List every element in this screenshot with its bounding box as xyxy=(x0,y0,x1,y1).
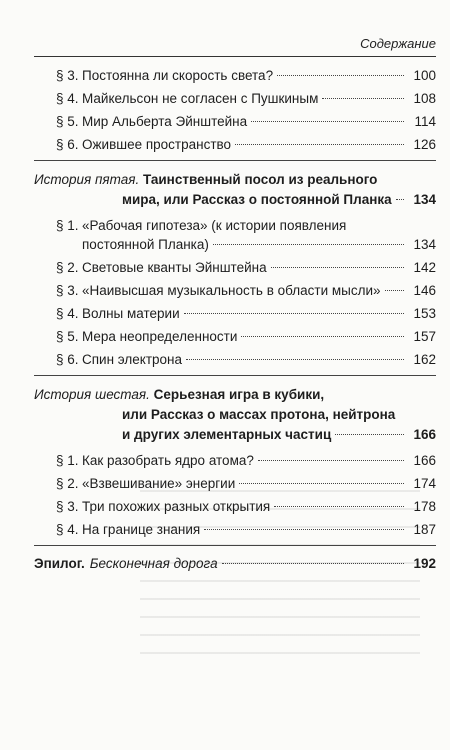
toc-entry[interactable] xyxy=(34,497,436,516)
section-number: § 6. xyxy=(56,352,79,367)
dot-leader xyxy=(184,313,404,314)
toc-entry[interactable] xyxy=(34,135,436,154)
section-divider xyxy=(34,160,436,161)
running-head: Содержание xyxy=(360,36,436,51)
chapter-label: История пятая. xyxy=(34,172,140,187)
toc-entry[interactable] xyxy=(34,474,436,493)
page-number: 162 xyxy=(413,352,436,367)
section-title: «Взвешивание» энергии xyxy=(82,476,236,491)
dot-leader xyxy=(271,267,404,268)
chapter-label: История шестая. xyxy=(34,387,150,402)
chapter-title-line: Таинственный посол из реального xyxy=(142,172,378,187)
dot-leader xyxy=(222,563,404,564)
page-number: 146 xyxy=(413,283,436,298)
page-number: 178 xyxy=(413,499,436,514)
dot-leader xyxy=(186,359,404,360)
section-number: § 3. xyxy=(56,499,79,514)
toc-entry[interactable] xyxy=(34,520,436,539)
section-title: Мир Альберта Эйнштейна xyxy=(82,114,248,129)
toc-entry[interactable] xyxy=(34,66,436,85)
section-number: § 3. xyxy=(56,283,79,298)
dot-leader xyxy=(274,506,404,507)
epilog-entry[interactable] xyxy=(34,554,436,574)
dot-leader xyxy=(213,244,404,245)
section-number: § 4. xyxy=(56,306,79,321)
dot-leader xyxy=(385,290,404,291)
toc-entry[interactable] xyxy=(34,89,436,108)
toc-entry[interactable] xyxy=(34,216,436,254)
section-title: Как разобрать ядро атома? xyxy=(82,453,254,468)
section-number: § 2. xyxy=(56,476,79,491)
section-title: Три похожих разных открытия xyxy=(82,499,271,514)
section-title: Постоянна ли скорость света? xyxy=(82,68,274,83)
toc-entry[interactable] xyxy=(34,258,436,277)
section-number: § 4. xyxy=(56,522,79,537)
toc-entry[interactable] xyxy=(34,350,436,369)
section-title: Мера неопределенности xyxy=(82,329,238,344)
section-title: Ожившее пространство xyxy=(82,137,232,152)
section-divider xyxy=(34,375,436,376)
section-title: Спин электрона xyxy=(82,352,183,367)
section-number: § 5. xyxy=(56,329,79,344)
page-number: 126 xyxy=(413,137,436,152)
dot-leader xyxy=(277,75,404,76)
section-title: Майкельсон не согласен с Пушкиным xyxy=(82,91,319,106)
page-number: 166 xyxy=(413,427,436,442)
chapter-5-heading[interactable] xyxy=(34,170,436,210)
section-title: «Рабочая гипотеза» (к истории появления xyxy=(82,218,347,233)
epilog-title: Бесконечная дорога xyxy=(89,556,218,571)
section-number: § 2. xyxy=(56,260,79,275)
toc-entry[interactable] xyxy=(34,281,436,300)
page-number: 134 xyxy=(413,192,436,207)
section-title: Световые кванты Эйнштейна xyxy=(82,260,267,275)
section-number: § 1. xyxy=(56,453,79,468)
header-rule xyxy=(34,56,436,57)
chapter-title-line: и других элементарных частиц xyxy=(122,427,332,442)
dot-leader xyxy=(322,98,404,99)
epilog-label: Эпилог. xyxy=(34,556,85,571)
toc-entry[interactable] xyxy=(34,304,436,323)
page-number: 166 xyxy=(413,453,436,468)
page-number: 100 xyxy=(413,68,436,83)
page-number: 187 xyxy=(413,522,436,537)
page-number: 142 xyxy=(413,260,436,275)
toc-entry[interactable] xyxy=(34,327,436,346)
section-title: Волны материи xyxy=(82,306,180,321)
section-divider xyxy=(34,545,436,546)
chapter-title-line: мира, или Рассказ о постоянной Планка xyxy=(122,192,392,207)
chapter-6-heading[interactable] xyxy=(34,385,436,445)
toc-entry[interactable] xyxy=(34,451,436,470)
dot-leader xyxy=(241,336,404,337)
page-number: 108 xyxy=(413,91,436,106)
dot-leader xyxy=(335,434,404,435)
dot-leader xyxy=(251,121,404,122)
dot-leader xyxy=(235,144,404,145)
toc-group-1 xyxy=(34,66,436,154)
page-number: 153 xyxy=(413,306,436,321)
section-number: § 4. xyxy=(56,91,79,106)
dot-leader xyxy=(258,460,404,461)
page-number: 192 xyxy=(413,556,436,571)
section-title: «Наивысшая музыкальность в области мысли» xyxy=(82,283,381,298)
chapter-title-line: или Рассказ о массах протона, нейтрона xyxy=(122,407,396,422)
toc-entry[interactable] xyxy=(34,112,436,131)
page-number: 157 xyxy=(413,329,436,344)
table-of-contents xyxy=(34,66,436,574)
dot-leader xyxy=(204,529,404,530)
dot-leader xyxy=(396,199,404,200)
chapter-title-line: Серьезная игра в кубики, xyxy=(153,387,325,402)
page-number: 174 xyxy=(413,476,436,491)
section-number: § 1. xyxy=(56,218,79,233)
page-number: 114 xyxy=(414,114,436,129)
dot-leader xyxy=(239,483,404,484)
section-title: постоянной Планка) xyxy=(82,237,209,252)
section-number: § 3. xyxy=(56,68,79,83)
section-number: § 5. xyxy=(56,114,79,129)
page-number: 134 xyxy=(413,237,436,252)
section-title: На границе знания xyxy=(82,522,201,537)
section-number: § 6. xyxy=(56,137,79,152)
